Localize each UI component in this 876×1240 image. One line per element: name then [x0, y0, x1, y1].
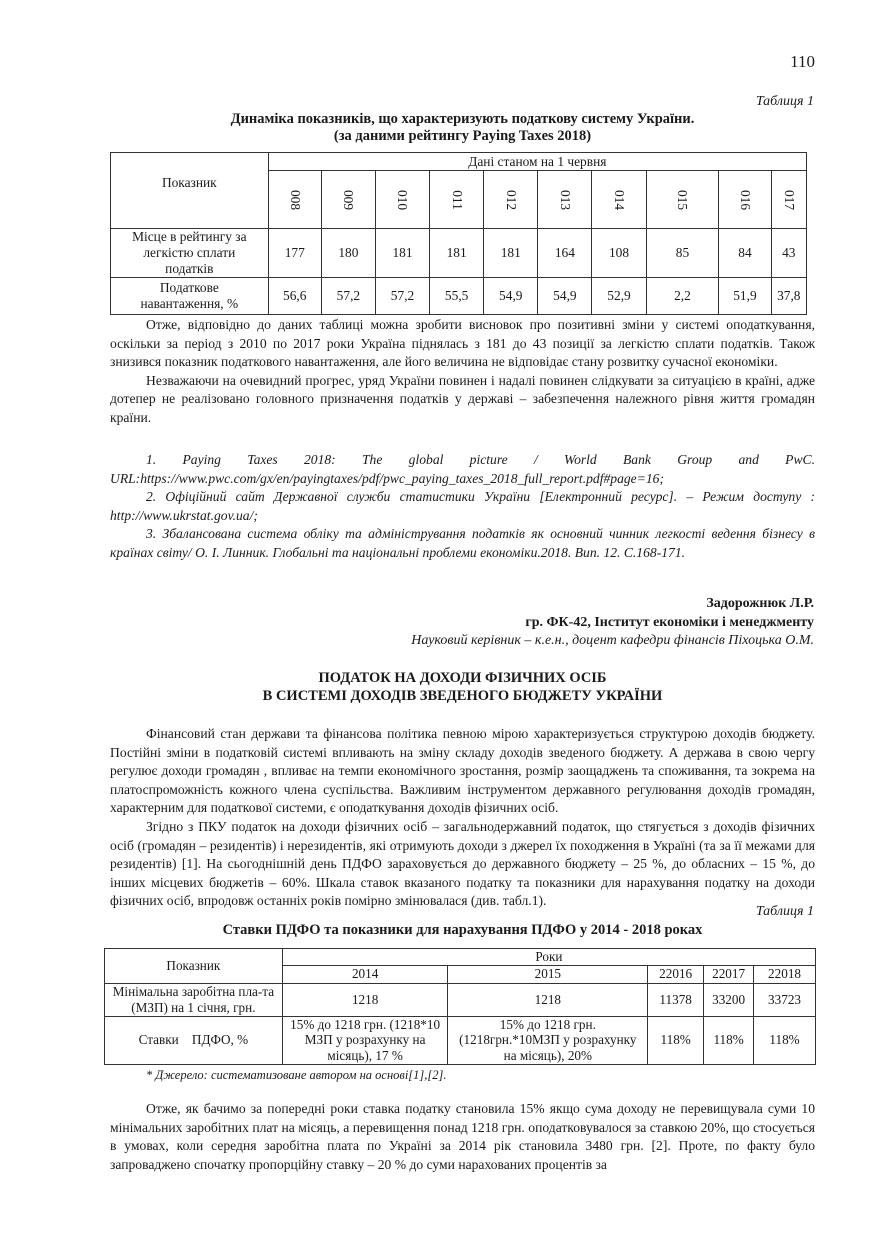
table1-title-line2: (за даними рейтингу Paying Taxes 2018) — [333, 128, 592, 144]
cell: 54,9 — [538, 278, 592, 315]
cell: 181 — [430, 229, 484, 278]
cell: 11378 — [648, 983, 704, 1016]
header-indicator: Показник — [105, 949, 283, 984]
tax-rating-table — [110, 152, 807, 315]
cell: 15% до 1218 грн. (1218*10 МЗП у розрахунку на місяць), 17 % — [282, 1016, 448, 1064]
row-label: Місце в рейтингу за легкістю сплати податків — [111, 229, 269, 278]
year-cell: 22016 — [648, 965, 704, 983]
author-name: Задорожнюк Л.Р. — [706, 596, 814, 611]
year-cell: 2015 — [448, 965, 648, 983]
year-cell: 016 — [719, 171, 771, 229]
page-number: 110 — [790, 52, 815, 71]
cell: 177 — [268, 229, 321, 278]
year-cell: 008 — [268, 171, 321, 229]
cell: 2,2 — [646, 278, 719, 315]
table-row — [105, 1016, 816, 1064]
table1-ref-label: Таблиця 1 — [755, 94, 814, 109]
cell: 1218 — [282, 983, 448, 1016]
pdfo-rates-table — [104, 948, 816, 1065]
cell: 1218 — [448, 983, 648, 1016]
year-cell: 2014 — [282, 965, 448, 983]
cell: 33200 — [704, 983, 754, 1016]
reference-item: 1. Paying Taxes 2018: The global picture / World Bank Group and PwC. URL:https://www.pwc.com/gx/en/payingtaxes/pdf/pwc_paying_taxes_2018_full_report.pdf#page=16; — [110, 452, 815, 486]
paragraph: Отже, відповідно до даних таблиці можна зробити висновок про позитивні зміни у системі оподаткування, оскільки за період з 2010 по 2017 роки Україна піднялась з 181 до 43 позиції за легкістю сплати податків. Також знизився показник податкового навантаження, але його величина не відповідає стану розвитку сучасної економіки. — [110, 317, 815, 370]
cell: 181 — [484, 229, 538, 278]
header-indicator: Показник — [111, 153, 269, 229]
year-cell: 014 — [592, 171, 646, 229]
cell: 33723 — [754, 983, 816, 1016]
author-block — [411, 595, 814, 651]
cell: 164 — [538, 229, 592, 278]
cell: 57,2 — [321, 278, 375, 315]
cell: 37,8 — [771, 278, 806, 315]
table1-title-line1: Динаміка показників, що характеризують податкову систему України. — [230, 111, 695, 127]
article-title — [110, 669, 815, 705]
paragraph: Незважаючи на очевидний прогрес, уряд України повинен і надалі повинен слідкувати за ситуацією в країні, адже дотепер не реалізовано головного призначення податків у державі – забезпечення належного рівня життя громадян країни. — [110, 372, 815, 425]
table-row — [105, 983, 816, 1016]
row-label: Ставки ПДФО, % — [105, 1016, 283, 1064]
year-cell: 013 — [538, 171, 592, 229]
cell: 118% — [648, 1016, 704, 1064]
table2-source-note: * Джерело: систематизоване автором на основі[1],[2]. — [146, 1068, 447, 1082]
cell: 85 — [646, 229, 719, 278]
cell: 55,5 — [430, 278, 484, 315]
row-label: Мінімальна заробітна пла-та (МЗП) на 1 січня, грн. — [105, 983, 283, 1016]
article-body — [110, 725, 815, 911]
row-label: Податкове навантаження, % — [111, 278, 269, 315]
year-cell: 017 — [771, 171, 806, 229]
table2-title: Ставки ПДФО та показники для нарахування ПДФО у 2014 - 2018 роках — [222, 922, 703, 938]
cell: 118% — [704, 1016, 754, 1064]
cell: 57,2 — [375, 278, 429, 315]
cell: 51,9 — [719, 278, 771, 315]
paragraph: Згідно з ПКУ податок на доходи фізичних осіб – загальнодержавний податок, що стягується з доходів фізичних осіб (громадян – резидентів) і нерезидентів, які отримують доходи з джерел їх походження в Україні (та за її межами для резидентів) [1]. На сьогоднішній день ПДФО зараховується до державного бюджету – 25 %, до обласних – 15 %, до інших місцевих бюджетів – 60%. Шкала ставок вказаного податку та показники для нарахування податку на доходи фізичних осіб, впродовж останніх років помірно змінювалася (див. табл.1). — [110, 818, 815, 909]
year-cell: 012 — [484, 171, 538, 229]
table-row — [111, 229, 807, 278]
author-group: гр. ФК-42, Інститут економіки і менеджменту — [525, 614, 814, 630]
article-body-continued — [110, 1100, 815, 1174]
paragraph: Отже, як бачимо за попередні роки ставка податку становила 15% якщо сума доходу не перевищувала суми 10 мінімальних заробітних плат на місяць, а перевищення понад 1218 грн. оподатковувалося за ставкою 20%, що стосується в умовах, коли середня заробітна плата по Україні за 2014 рік становила 3480 грн. [2]. Проте, по факту було запроваджено спочатку пропорційну ставку – 20 % до суми нарахованих процентів за — [110, 1101, 815, 1172]
year-cell: 010 — [375, 171, 429, 229]
table-row — [111, 278, 807, 315]
cell: 52,9 — [592, 278, 646, 315]
cell: 180 — [321, 229, 375, 278]
references-list — [110, 451, 815, 563]
article-title-line2: В СИСТЕМІ ДОХОДІВ ЗВЕДЕНОГО БЮДЖЕТУ УКРАЇНИ — [262, 688, 663, 704]
paragraph: Фінансовий стан держави та фінансова політика певною мірою характеризується структурою доходів бюджету. Постійні зміни в податковій системі впливають на зміну складу доходів зведеного бюджету. А держава в свою чергу регулює доходи громадян , впливає на темпи економічного зростання, розмір заощаджень та споживання, та зокрема на платоспроможність кожного члена суспільства. Важливим інструментом державного регулювання доходів громадян, характерним для податкової системи, є оподаткування доходів фізичних осіб. — [110, 726, 815, 816]
header-years-group: Роки — [282, 949, 815, 966]
table1-title — [110, 111, 815, 145]
year-cell: 22017 — [704, 965, 754, 983]
year-cell: 011 — [430, 171, 484, 229]
cell: 84 — [719, 229, 771, 278]
year-cell: 22018 — [754, 965, 816, 983]
cell: 108 — [592, 229, 646, 278]
year-cell: 009 — [321, 171, 375, 229]
cell: 15% до 1218 грн. (1218грн.*10МЗП у розрахунку на місяць), 20% — [448, 1016, 648, 1064]
cell: 181 — [375, 229, 429, 278]
table2-ref-label: Таблиця 1 — [755, 904, 814, 919]
reference-item: 2. Офіційний сайт Державної служби статистики України [Електронний ресурс]. – Режим доступу : http://www.ukrstat.gov.ua/; — [110, 489, 815, 523]
article-title-line1: ПОДАТОК НА ДОХОДИ ФІЗИЧНИХ ОСІБ — [318, 670, 607, 686]
cell: 56,6 — [268, 278, 321, 315]
header-date-group: Дані станом на 1 червня — [268, 153, 806, 171]
conclusion-text — [110, 316, 815, 428]
reference-item: 3. Збалансована система обліку та адміністрування податків як основний чинник легкості ведення бізнесу в країнах світу/ О. І. Линник. Глобальні та національні проблеми економіки.2018. Вип. 12. С.168-171. — [110, 526, 815, 560]
cell: 43 — [771, 229, 806, 278]
cell: 54,9 — [484, 278, 538, 315]
year-cell: 015 — [646, 171, 719, 229]
cell: 118% — [754, 1016, 816, 1064]
author-supervisor: Науковий керівник – к.е.н., доцент кафедри фінансів Піхоцька О.М. — [411, 633, 814, 649]
